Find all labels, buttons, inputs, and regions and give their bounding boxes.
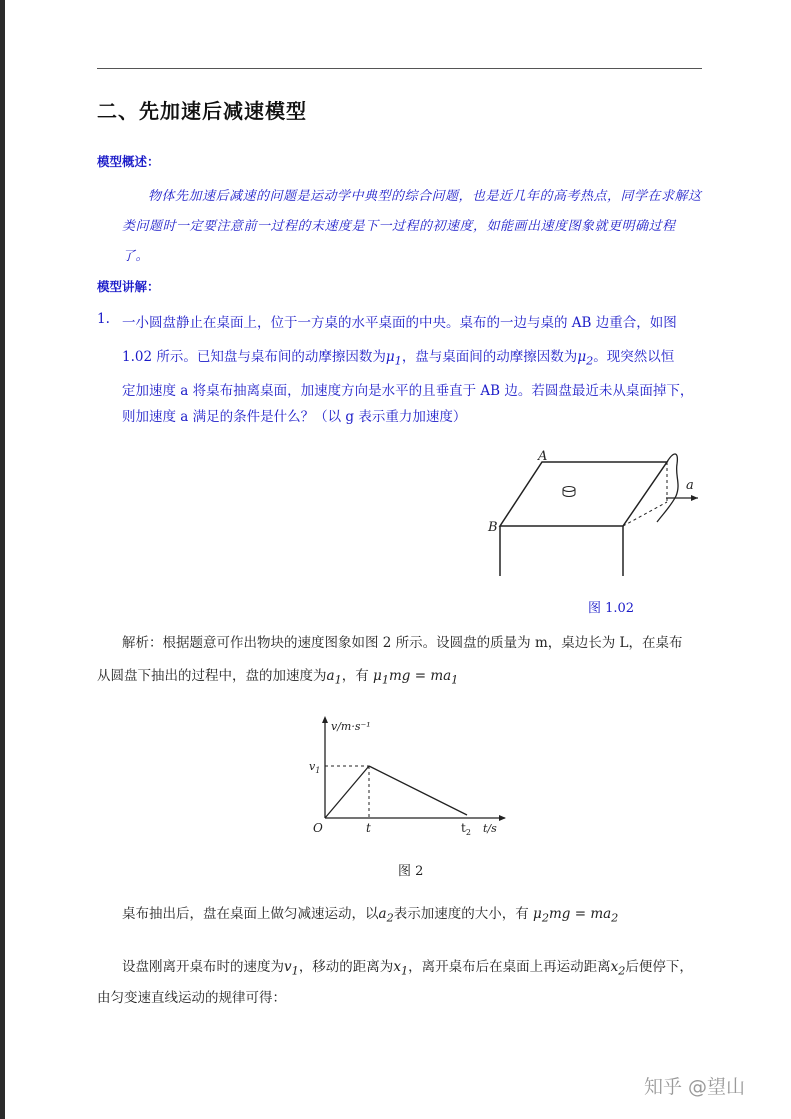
accel-segment	[325, 766, 369, 818]
header-rule	[97, 68, 702, 69]
label-b: B	[488, 520, 498, 535]
deceleration-part-a: 桌布抽出后，盘在桌面上做匀减速运动，以	[122, 906, 379, 922]
deceleration-paragraph	[122, 902, 618, 925]
overview-heading: 模型概述：	[97, 154, 160, 169]
decel-segment	[369, 766, 467, 815]
analysis-line-1: 解析：根据题意可作出物块的速度图象如图 2 所示。设圆盘的质量为 m，桌边长为 L，在桌布	[122, 635, 683, 651]
analysis-line-2	[97, 664, 458, 687]
mu1-symbol: $\mu_1$	[385, 349, 402, 368]
figure2-caption: 图 2	[398, 864, 424, 879]
y-axis-label: v/m·s⁻¹	[331, 720, 371, 733]
equation-1: $\mu_1mg = ma_1$	[373, 668, 459, 687]
setup-part-a: 设盘刚离开桌布时的速度为	[122, 959, 284, 975]
v1-symbol: $v_1$	[284, 959, 299, 978]
explain-heading: 模型讲解：	[97, 279, 160, 294]
deceleration-part-b: 表示加速度的大小，有	[393, 906, 529, 922]
y-axis-arrow	[322, 716, 328, 723]
page-left-border	[0, 0, 5, 1119]
zhihu-watermark: 知乎 @望山	[644, 1076, 746, 1098]
x-axis-arrow	[499, 815, 506, 821]
x1-symbol: $x_1$	[393, 959, 409, 978]
disk-top	[563, 487, 575, 492]
question-line-4: 则加速度 a 满足的条件是什么？（以 g 表示重力加速度）	[122, 409, 467, 425]
analysis-line-2-part-b: ，有	[341, 668, 369, 684]
question-line-2-part-b: ，盘与桌面间的动摩擦因数为	[401, 349, 578, 365]
question-line-1: 一小圆盘静止在桌面上，位于一方桌的水平桌面的中央。桌布的一边与桌的 AB 边重合，如图	[122, 315, 677, 331]
figure1-caption: 图 1.02	[588, 601, 635, 616]
setup-part-c: ，离开桌布后在桌面上再运动距离	[408, 959, 611, 975]
x2-symbol: $x_2$	[610, 959, 626, 978]
table-edge-hidden-2	[623, 502, 667, 526]
v1-label: $v_1$	[309, 760, 321, 775]
origin-label: O	[313, 821, 323, 835]
a2-symbol: $a_2$	[378, 906, 394, 925]
t2-label: $t_2$	[461, 821, 471, 837]
question-line-2	[122, 345, 674, 368]
a1-symbol: $a_1$	[326, 668, 342, 687]
x-axis-label: t/s	[483, 822, 497, 835]
analysis-line-2-part-a: 从圆盘下抽出的过程中，盘的加速度为	[97, 668, 327, 684]
question-number: 1.	[97, 311, 110, 327]
setup-part-d: 后便停下，	[625, 959, 693, 975]
velocity-time-graph	[305, 708, 515, 840]
tablecloth-drape	[657, 454, 678, 522]
overview-paragraph: 物体先加速后减速的问题是运动学中典型的综合问题，也是近几年的高考热点，同学在求解这类问题时一定要注意前一过程的末速度是下一过程的初速度，如能画出速度图象就更明确过程了。	[122, 189, 702, 264]
t-label: t	[366, 821, 371, 835]
setup-part-b: ，移动的距离为	[298, 959, 394, 975]
question-line-3: 定加速度 a 将桌布抽离桌面，加速度方向是水平的且垂直于 AB 边。若圆盘最近未从桌面掉下，	[122, 383, 694, 399]
table-figure	[480, 440, 705, 582]
accel-arrow-head	[691, 495, 698, 501]
equation-2: $\mu_2mg = ma_2$	[533, 906, 619, 925]
section-title: 二、先加速后减速模型	[97, 99, 307, 123]
mu2-symbol: $\mu_2$	[577, 349, 594, 368]
label-accel-a: a	[686, 478, 694, 493]
question-line-2-part-c: 。现突然以恒	[593, 349, 675, 365]
table-top	[500, 462, 667, 526]
setup-line-2: 由匀变速直线运动的规律可得：	[97, 990, 286, 1006]
setup-line-1	[122, 955, 693, 978]
label-a: A	[538, 449, 548, 464]
question-line-2-part-a: 1.02 所示。已知盘与桌布间的动摩擦因数为	[122, 349, 386, 365]
